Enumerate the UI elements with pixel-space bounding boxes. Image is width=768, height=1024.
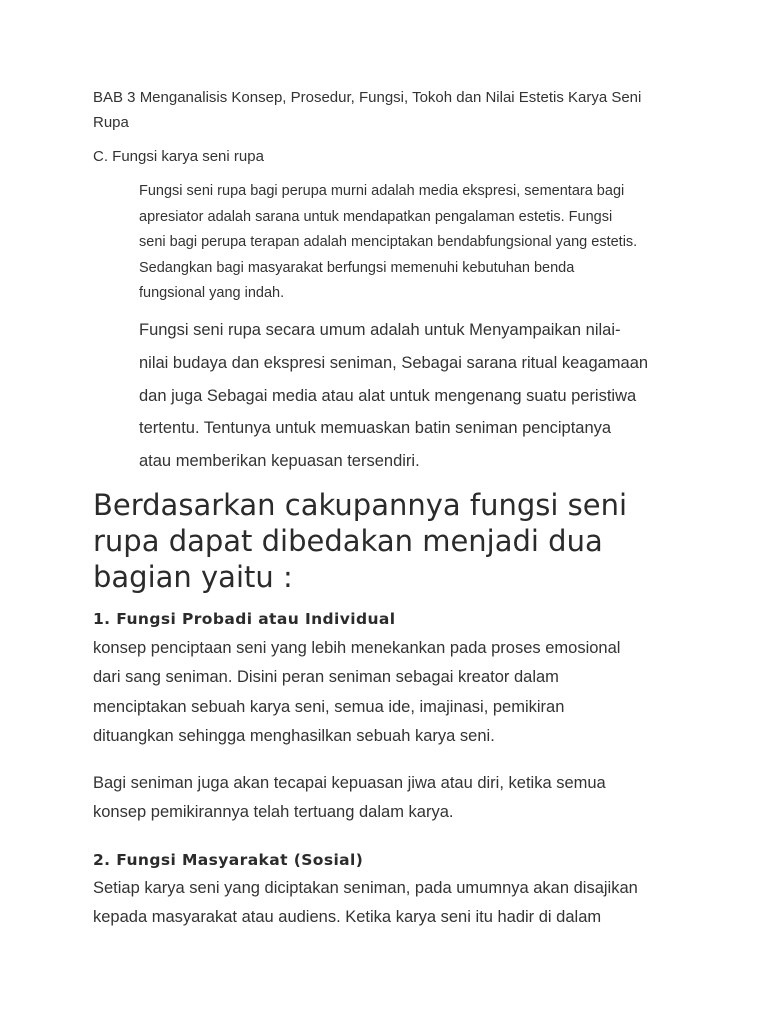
quote-line: Sedangkan bagi masyarakat berfungsi memenuhi kebutuhan benda xyxy=(139,259,575,276)
paragraph-line: konsep pemikirannya telah tertuang dalam karya. xyxy=(93,803,454,822)
quote-line: atau memberikan kepuasan tersendiri. xyxy=(139,452,420,471)
quote-line: Fungsi seni rupa bagi perupa murni adalah media ekspresi, sementara bagi xyxy=(139,183,625,199)
heading-line: Berdasarkan cakupannya fungsi seni xyxy=(93,488,628,522)
quote-line: apresiator adalah sarana untuk mendapatkan pengalaman estetis. Fungsi xyxy=(139,208,613,225)
paragraph-line: konsep penciptaan seni yang lebih menekankan pada proses emosional xyxy=(93,639,621,657)
quote-line: Fungsi seni rupa secara umum adalah untuk Menyampaikan nilai- xyxy=(139,321,621,339)
quote-line: fungsional yang indah. xyxy=(139,285,285,301)
paragraph-individual xyxy=(93,634,693,751)
blockquote-general-function xyxy=(139,314,699,478)
paragraph-line: kepada masyarakat atau audiens. Ketika karya seni itu hadir di dalam xyxy=(93,908,602,927)
paragraph-social xyxy=(93,874,693,933)
subheading-individual: 1. Fungsi Probadi atau Individual xyxy=(93,610,396,628)
quote-line: nilai budaya dan ekspresi seniman, Sebagai sarana ritual keagamaan xyxy=(139,353,649,372)
paragraph-line: dituangkan sehingga menghasilkan sebuah karya seni. xyxy=(93,726,495,745)
quote-line: dan juga Sebagai media atau alat untuk mengenang suatu peristiwa xyxy=(139,386,637,405)
main-heading xyxy=(93,487,723,595)
paragraph-line: menciptakan sebuah karya seni, semua ide, imajinasi, pemikiran xyxy=(93,697,565,716)
quote-line: seni bagi perupa terapan adalah menciptakan bendabfungsional yang estetis. xyxy=(139,234,638,250)
paragraph-satisfaction xyxy=(93,769,693,828)
heading-line: rupa dapat dibedakan menjadi dua xyxy=(93,524,603,558)
paragraph-line: Bagi seniman juga akan tecapai kepuasan jiwa atau diri, ketika semua xyxy=(93,774,606,792)
quote-line: tertentu. Tentunya untuk memuaskan batin seniman penciptanya xyxy=(139,419,612,438)
paragraph-line: Setiap karya seni yang diciptakan seniman, pada umumnya akan disajikan xyxy=(93,879,638,897)
blockquote-definition xyxy=(139,179,699,307)
heading-line: bagian yaitu : xyxy=(93,560,293,594)
document-title xyxy=(93,85,693,135)
section-heading-c: C. Fungsi karya seni rupa xyxy=(93,148,264,165)
subheading-social: 2. Fungsi Masyarakat (Sosial) xyxy=(93,851,364,869)
paragraph-line: dari sang seniman. Disini peran seniman sebagai kreator dalam xyxy=(93,668,559,687)
title-line: Rupa xyxy=(93,114,129,131)
title-line: BAB 3 Menganalisis Konsep, Prosedur, Fungsi, Tokoh dan Nilai Estetis Karya Seni xyxy=(93,89,642,106)
